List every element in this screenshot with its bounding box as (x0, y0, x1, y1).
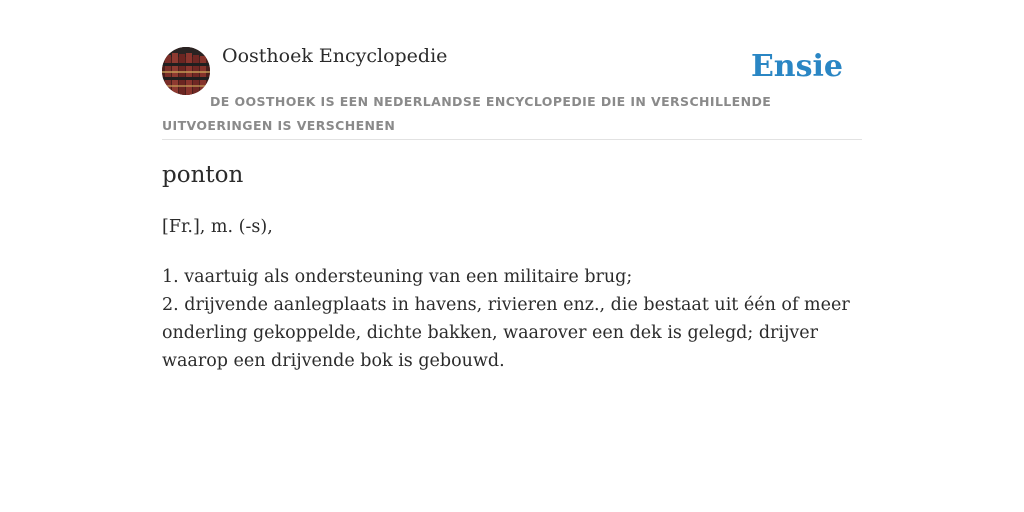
entry-grammar: [Fr.], m. (-s), (162, 217, 273, 237)
definition-item: 2. drijvende aanlegplaats in havens, rivieren enz., die bestaat uit één of meer onderling gekoppelde, dichte bakken, waarover een dek is gelegd; drijver waarop een drijvende bok is gebouwd. (162, 295, 850, 371)
brand-logo[interactable]: Ensie (750, 49, 843, 84)
site-tagline: DE OOSTHOEK IS EEN NEDERLANDSE ENCYCLOPEDIE DIE IN VERSCHILLENDE UITVOERINGEN IS VERSCHENEN (162, 94, 772, 133)
definition-item: 1. vaartuig als ondersteuning van een militaire brug; (162, 267, 633, 287)
entry-definitions (162, 263, 862, 375)
site-header (162, 0, 862, 140)
site-title[interactable]: Oosthoek Encyclopedie (222, 45, 448, 67)
book-spines-icon[interactable] (162, 47, 210, 95)
page-container (162, 0, 862, 371)
entry-headword: ponton (162, 162, 244, 188)
